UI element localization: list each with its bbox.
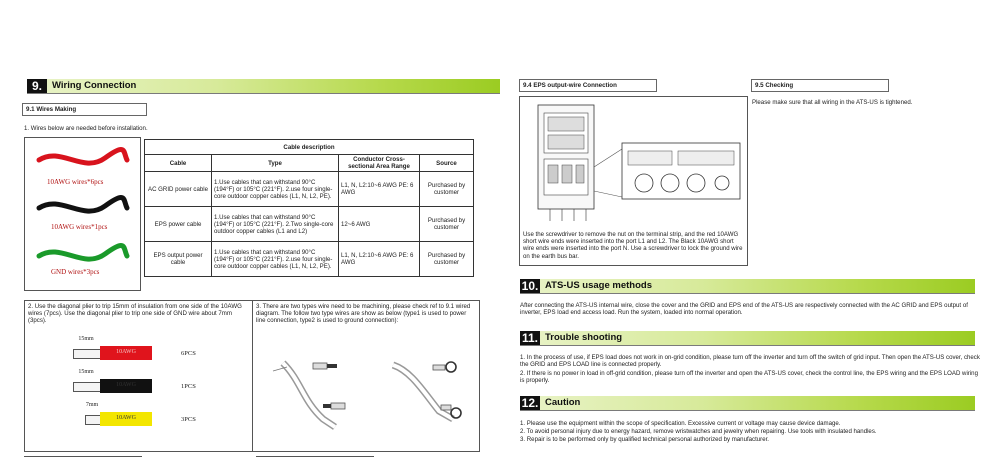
- cell: Purchased by customer: [420, 242, 474, 277]
- step-3-panel: [252, 300, 480, 452]
- wire-label-black: 10AWG wires*1pcs: [51, 223, 108, 231]
- section-number: 9.: [27, 79, 47, 93]
- intro-text: 1. Wires below are needed before installation.: [24, 125, 148, 132]
- eps-wiring-panel: [519, 96, 748, 266]
- section-number: 11.: [521, 331, 539, 345]
- section-12-header: [520, 396, 975, 411]
- caution-item-3: 3. Repair is to be performed only by qualified technical personal authorized by manufacturer.: [520, 436, 769, 443]
- strip-label-1: 10AWG: [116, 349, 136, 355]
- black-wire: [39, 197, 127, 211]
- wire-samples-panel: [24, 137, 141, 291]
- col-header-area: Conductor Cross-sectional Area Range: [339, 155, 420, 172]
- bottom-divider: [24, 456, 142, 457]
- step-3-text: 3. There are two types wire need to be machining, please check ref to 9.1 wired diagram. The follow two type wires are show as below (type1 is used to power line connection, type2 is used to ground connection):: [256, 303, 471, 325]
- strip-label-2: 10AWG: [116, 382, 136, 388]
- col-header-source: Source: [420, 155, 474, 172]
- bare-conductor: [85, 415, 101, 425]
- terminal-wire-drawing: [253, 301, 479, 451]
- cell: AC GRID power cable: [145, 172, 212, 207]
- table-row: [145, 242, 474, 277]
- strip-label-3: 10AWG: [116, 415, 136, 421]
- table-caption: Cable description: [145, 140, 474, 155]
- wire-label-gnd: GND wires*3pcs: [51, 268, 100, 276]
- section-title: Wiring Connection: [52, 80, 137, 91]
- eps-instruction-text: Use the screwdriver to remove the nut on the terminal strip, and the red 10AWG short wire ends were inserted into the port L1 and L2. The Black 10AWG short wire ends were inserted into the port N. Use a screwdriver to lock the ground wire on the earth bus bar.: [523, 231, 743, 260]
- cell: L1, N, L2:10~6 AWG PE: 6 AWG: [339, 242, 420, 277]
- usage-text: After connecting the ATS-US internal wire, close the cover and the GRID and EPS end of the ATS-US are respectively connected with the AC GRID and EPS output of inverter, EPS load end access load. Run the system, loaded into normal operation.: [520, 302, 968, 317]
- cell: 1.Use cables that can withstand 90°C (194°F) or 105°C (221°F). 2.Two single-core outdoor copper cables (L1 and L2): [212, 207, 339, 242]
- red-wire: [39, 149, 127, 163]
- strip-length-2: 15mm: [78, 369, 94, 375]
- cell: 1.Use cables that can withstand 90°C (194°F) or 105°C (221°F). 2.use four single-core outdoor copper cables (L1, N, L2, PE).: [212, 172, 339, 207]
- green-wire: [39, 245, 127, 259]
- section-title: Trouble shooting: [545, 332, 623, 343]
- step-2-panel: [24, 300, 253, 452]
- section-number: 12.: [521, 396, 539, 410]
- strip-count-3: 3PCS: [181, 416, 196, 423]
- trouble-item-1: 1. In the process of use, if EPS load does not work in on-grid condition, please turn off the inverter and turn off the switch of grid input. Then open the ATS-US cover, check the GRID and EPS LOAD line is connected properly.: [520, 354, 980, 369]
- strip-length-1: 15mm: [78, 336, 94, 342]
- ats-us-wiring-diagram: [520, 97, 747, 227]
- cell: L1, N, L2:10~6 AWG PE: 6 AWG: [339, 172, 420, 207]
- col-header-type: Type: [212, 155, 339, 172]
- cell: 12~6 AWG: [339, 207, 420, 242]
- section-10-header: [520, 279, 975, 294]
- section-title: Caution: [545, 397, 581, 408]
- trouble-item-2: 2. If there is no power in load in off-grid condition, please turn off the inverter and open the ATS-US cover, check the control line, the EPS wiring and the EPS LOAD wiring is properly.: [520, 370, 978, 385]
- subsection-9-4: 9.4 EPS output-wire Connection: [519, 79, 657, 92]
- section-11-header: [520, 331, 975, 346]
- bottom-divider: [256, 456, 374, 457]
- checking-text: Please make sure that all wiring in the ATS-US is tightened.: [752, 99, 913, 106]
- strip-count-1: 6PCS: [181, 350, 196, 357]
- section-title: ATS-US usage methods: [545, 280, 652, 291]
- section-9-header: [27, 79, 500, 94]
- cell: Purchased by customer: [420, 172, 474, 207]
- strip-length-3: 7mm: [85, 402, 99, 408]
- table-row: [145, 207, 474, 242]
- step-2-text: 2. Use the diagonal plier to trip 15mm of insulation from one side of the 10AWG wires (7pcs). Use the diagonal plier to trip one side of GND wire about 7mm (3pcs).: [28, 303, 242, 325]
- cell: Purchased by customer: [420, 207, 474, 242]
- subsection-9-5: 9.5 Checking: [751, 79, 889, 92]
- subsection-9-1: 9.1 Wires Making: [22, 103, 147, 116]
- caution-item-1: 1. Please use the equipment within the scope of specification. Excessive current or voltage may cause device damage.: [520, 420, 841, 427]
- cell: EPS output power cable: [145, 242, 212, 277]
- cell: EPS power cable: [145, 207, 212, 242]
- cable-description-table: [144, 139, 474, 277]
- col-header-cable: Cable: [145, 155, 212, 172]
- wire-label-red: 10AWG wires*6pcs: [47, 178, 104, 186]
- bare-conductor: [73, 349, 101, 359]
- cell: 1.Use cables that can withstand 90°C (194°F) or 105°C (221°F). 2.use four single-core outdoor copper cables (L1, N, L2, PE).: [212, 242, 339, 277]
- section-number: 10.: [521, 279, 539, 293]
- table-row: [145, 172, 474, 207]
- bare-conductor: [73, 382, 101, 392]
- strip-count-2: 1PCS: [181, 383, 196, 390]
- caution-item-2: 2. To avoid personal injury due to energy hazard, remove wristwatches and jewelry when repairing. Use tools with insulated handles.: [520, 428, 877, 435]
